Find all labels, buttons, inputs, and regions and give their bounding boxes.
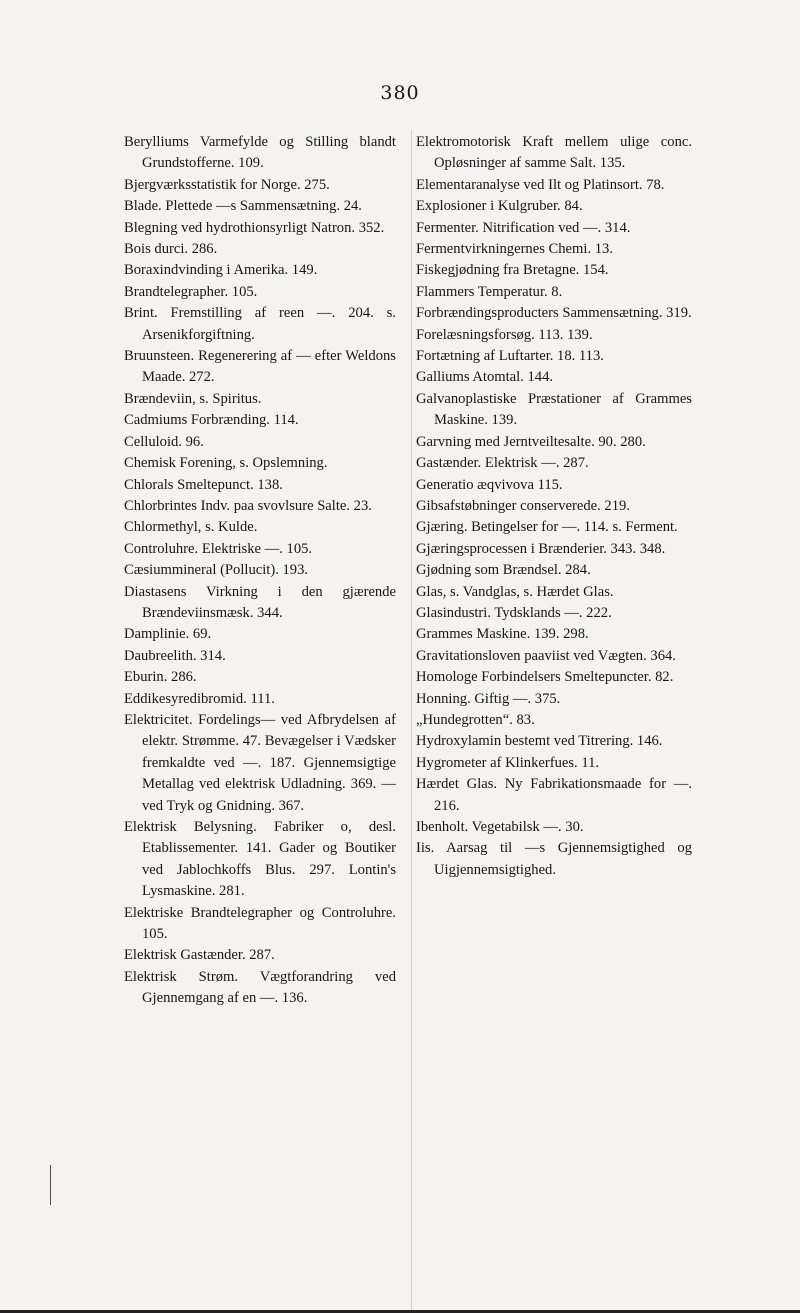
index-column-right bbox=[416, 132, 692, 881]
index-entry: Brændeviin, s. Spiritus. bbox=[124, 390, 262, 407]
index-entry: Gravitationsloven paaviist ved Vægten. 364. bbox=[416, 647, 676, 664]
index-entry: Elementaranalyse ved Ilt og Platinsort. 78. bbox=[416, 176, 665, 193]
index-entry: Fiskegjødning fra Bretagne. 154. bbox=[416, 262, 609, 279]
index-entry: Blegning ved hydrothionsyrligt Natron. 352. bbox=[124, 219, 385, 236]
index-entry: Brandtelegrapher. 105. bbox=[124, 283, 258, 300]
index-entry: Cadmiums Forbrænding. 114. bbox=[124, 412, 299, 429]
index-entry: Grammes Maskine. 139. 298. bbox=[416, 626, 589, 643]
index-entry: Elektriske Brandtelegrapher og Controluhre. 105. bbox=[124, 904, 396, 943]
index-entry: Ibenholt. Vegetabilsk —. 30. bbox=[416, 819, 584, 835]
index-entry: Controluhre. Elektriske —. 105. bbox=[124, 540, 313, 557]
index-entry: Iis. Aarsag til —s Gjennemsigtighed og Uigjennemsigtighed. bbox=[416, 840, 692, 878]
index-entry: Flammers Temperatur. 8. bbox=[416, 283, 563, 300]
index-entry: Galliums Atomtal. 144. bbox=[416, 369, 554, 386]
index-entry: Forbrændingsproducters Sammensætning. 319. bbox=[416, 305, 692, 322]
index-entry: Garvning med Jerntveiltesalte. 90. 280. bbox=[416, 433, 646, 450]
column-divider bbox=[411, 130, 412, 1310]
index-entry: Fermenter. Nitrification ved —. 314. bbox=[416, 219, 631, 236]
index-entry: Diastasens Virkning i den gjærende Brændeviinsmæsk. 344. bbox=[124, 583, 396, 621]
index-entry: Gastænder. Elektrisk —. 287. bbox=[416, 455, 589, 472]
index-entry: Hærdet Glas. Ny Fabrikationsmaade for —. 216. bbox=[416, 776, 692, 814]
index-entry: Elektrisk Strøm. Vægtforandring ved Gjennemgang af en —. 136. bbox=[124, 968, 396, 1007]
index-entry: Bjergværksstatistik for Norge. 275. bbox=[124, 176, 330, 193]
index-entry: Bois durci. 286. bbox=[124, 241, 218, 258]
index-entry: Elektrisk Gastænder. 287. bbox=[124, 947, 275, 964]
index-entry: Cæsiummineral (Pollucit). 193. bbox=[124, 562, 309, 579]
index-entry: Daubreelith. 314. bbox=[124, 647, 226, 664]
index-entry: Elektromotorisk Kraft mellem ulige conc. Opløsninger af samme Salt. 135. bbox=[416, 134, 692, 172]
index-entry: Gjæring. Betingelser for —. 114. s. Ferment. bbox=[416, 519, 678, 536]
index-entry: Brint. Fremstilling af reen —. 204. s. Arsenikforgiftning. bbox=[124, 305, 396, 343]
index-entry: „Hundegrotten“. 83. bbox=[416, 711, 535, 728]
index-entry: Blade. Plettede —s Sammensætning. 24. bbox=[124, 198, 362, 215]
index-entry: Chemisk Forening, s. Opslemning. bbox=[124, 455, 328, 472]
scan-edge-mark bbox=[50, 1165, 51, 1205]
index-entry: Celluloid. 96. bbox=[124, 433, 204, 450]
page-number: 380 bbox=[380, 82, 420, 104]
index-entry: Boraxindvinding i Amerika. 149. bbox=[124, 262, 318, 279]
index-entry: Hygrometer af Klinkerfues. 11. bbox=[416, 754, 600, 771]
index-entry: Galvanoplastiske Præstationer af Grammes Maskine. 139. bbox=[416, 390, 692, 429]
index-entry: Chlorals Smeltepunct. 138. bbox=[124, 476, 283, 493]
index-entry: Chlorbrintes Indv. paa svovlsure Salte. 23. bbox=[124, 497, 372, 514]
index-entry: Fortætning af Luftarter. 18. 113. bbox=[416, 348, 604, 365]
index-entry: Explosioner i Kulgruber. 84. bbox=[416, 198, 583, 215]
index-entry: Homologe Forbindelsers Smeltepuncter. 82. bbox=[416, 669, 674, 686]
index-entry: Bruunsteen. Regenerering af — efter Weldons Maade. 272. bbox=[124, 348, 396, 386]
index-entry: Berylliums Varmefylde og Stilling blandt Grundstofferne. 109. bbox=[124, 134, 396, 172]
index-entry: Hydroxylamin bestemt ved Titrering. 146. bbox=[416, 733, 663, 750]
index-entry: Forelæsningsforsøg. 113. 139. bbox=[416, 326, 593, 343]
index-entry: Generatio æqvivova 115. bbox=[416, 476, 563, 493]
index-entry: Gjødning som Brændsel. 284. bbox=[416, 562, 591, 579]
index-entry: Elektrisk Belysning. Fabriker o, desl. Etablissementer. 141. Gader og Boutiker ved Jablochkoffs Blus. 297. Lontin's Lysmaskine. 281. bbox=[124, 819, 396, 900]
index-entry: Eburin. 286. bbox=[124, 669, 197, 686]
index-entry: Gibsafstøbninger conserverede. 219. bbox=[416, 497, 630, 514]
index-column-left bbox=[124, 132, 396, 1010]
index-entry: Honning. Giftig —. 375. bbox=[416, 690, 561, 707]
index-entry: Damplinie. 69. bbox=[124, 626, 212, 643]
index-entry: Gjæringsprocessen i Brænderier. 343. 348. bbox=[416, 540, 666, 557]
index-entry: Fermentvirkningernes Chemi. 13. bbox=[416, 241, 613, 258]
index-entry: Chlormethyl, s. Kulde. bbox=[124, 519, 258, 536]
index-entry: Glas, s. Vandglas, s. Hærdet Glas. bbox=[416, 583, 614, 600]
index-entry: Elektricitet. Fordelings— ved Afbrydelsen af elektr. Strømme. 47. Bevægelser i Vædsker fremkaldte ved —. 187. Gjennemsigtige Metallag ved elektrisk Udladning. 369. — ved Tryk og Gnidning. 367. bbox=[124, 711, 396, 814]
index-entry: Glasindustri. Tydsklands —. 222. bbox=[416, 604, 612, 621]
index-entry: Eddikesyredibromid. 111. bbox=[124, 690, 275, 707]
